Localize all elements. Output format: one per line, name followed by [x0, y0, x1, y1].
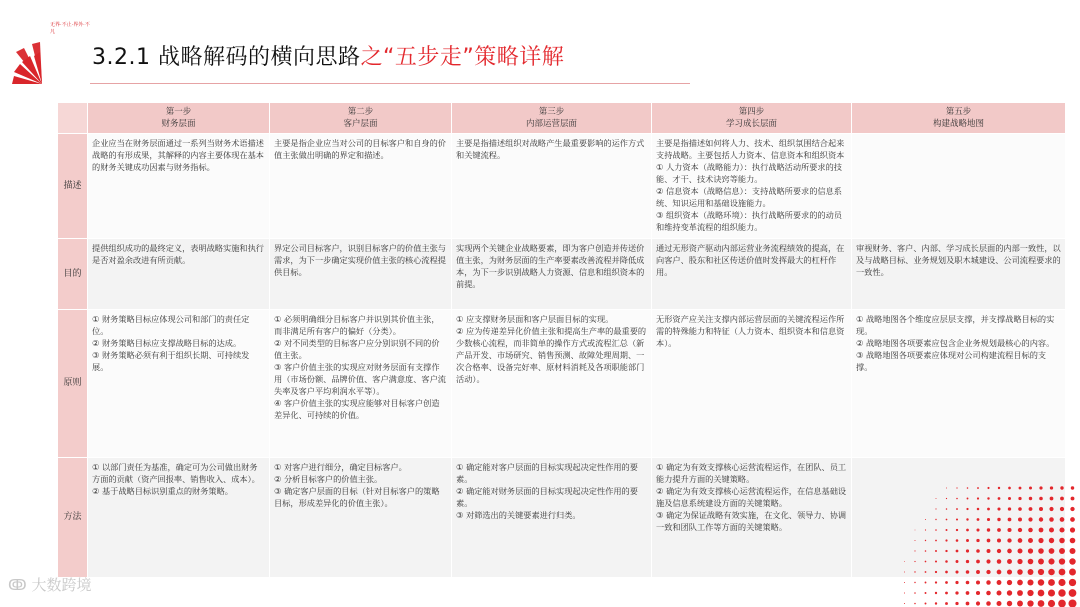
halftone-dots-decoration [842, 480, 1080, 607]
decor-dot [1028, 559, 1034, 565]
decor-dot [945, 592, 948, 595]
decor-dot [1018, 549, 1023, 554]
decor-dot [1007, 590, 1012, 595]
decor-dot [966, 518, 968, 520]
decor-dot [1069, 558, 1075, 564]
decor-dot [1017, 590, 1023, 596]
decor-dot [1039, 497, 1043, 501]
decor-dot [1068, 599, 1076, 607]
decor-dot [1070, 527, 1075, 532]
decor-dot [1028, 538, 1033, 543]
decor-dot [977, 487, 979, 489]
decor-dot [925, 550, 927, 552]
decor-dot [997, 591, 1002, 596]
cell-text: ② 应为传递差异化价值主张和提高生产率的最重要的少数核心流程，而非简单的操作方式或流程汇总（新产品开发、市场研究、销售预测、故障处理周期、一次合格率、设备完好率、原材料消耗及各项职能部门活动）。 [456, 326, 647, 385]
table-header-row [58, 103, 1066, 134]
decor-dot [996, 601, 1001, 606]
cell-text: ② 对不同类型的目标客户应分别识别不同的价值主张。 [274, 338, 440, 361]
cell-text: 无形资产应关注支撑内部运营层面的关键流程运作所需的特殊能力和特征（人力资本、组织资本和信息资本）。 [656, 314, 845, 349]
cell-text: ① 应支撑财务层面和客户层面目标的实现。 [456, 314, 614, 325]
decor-dot [1058, 589, 1065, 596]
table-cell [88, 310, 270, 458]
decor-dot [1038, 538, 1043, 543]
decor-dot [935, 560, 937, 562]
decor-dot [956, 487, 957, 488]
table-cell [88, 134, 270, 239]
decor-dot [936, 498, 937, 499]
decor-dot [986, 601, 991, 606]
table-row [58, 238, 1066, 309]
decor-dot [976, 570, 980, 574]
decor-dot [977, 497, 979, 499]
decor-dot [986, 580, 990, 584]
table-cell [652, 134, 852, 239]
decor-dot [1029, 507, 1033, 511]
decor-dot [956, 518, 958, 520]
decor-dot [987, 549, 991, 553]
row-header: 目的 [58, 238, 88, 309]
decor-dot [1027, 600, 1033, 606]
decor-dot [935, 571, 937, 573]
decor-dot [966, 602, 970, 606]
decor-dot [956, 539, 959, 542]
table-cell [88, 457, 270, 577]
cell-text: 通过无形资产驱动内部运营业务流程绩效的提高，在向客户、股东和社区传送价值时发挥最大的杠杆作用。 [656, 242, 845, 277]
decor-dot [1027, 590, 1033, 596]
decor-dot [1048, 589, 1055, 596]
decor-dot [1070, 538, 1076, 544]
decor-dot [1018, 497, 1021, 500]
decor-dot [1059, 548, 1065, 554]
decor-dot [976, 601, 980, 605]
decor-dot [935, 602, 937, 604]
table-row [58, 134, 1066, 239]
cell-text: ① 必须明确细分目标客户并识别其价值主张，而非满足所有客户的偏好（分类）。 [274, 314, 440, 337]
decor-dot [1007, 569, 1012, 574]
decor-dot [1049, 528, 1054, 533]
decor-dot [945, 550, 947, 552]
decor-dot [1039, 486, 1042, 489]
decor-dot [987, 497, 989, 499]
decor-dot [1007, 601, 1012, 606]
decor-dot [1059, 569, 1066, 576]
cell-text: ① 对客户进行细分，确定目标客户。 [274, 461, 407, 472]
decor-dot [945, 581, 948, 584]
table-cell [270, 310, 452, 458]
decor-dot [987, 518, 990, 521]
decor-dot [1038, 559, 1044, 565]
cell-text: ② 确定为有效支撑核心运营流程运作，在信息基础设施及信息系统建设方面的关键策略。 [656, 485, 847, 508]
cell-text: ② 确定能对财务层面的目标实现起决定性作用的要素。 [456, 485, 638, 508]
decor-dot [914, 603, 916, 605]
decor-dot [1060, 486, 1063, 489]
table-cell [270, 134, 452, 239]
decor-dot [955, 581, 958, 584]
decor-dot [914, 571, 915, 572]
watermark-icon: ↂ [8, 576, 27, 594]
decor-dot [1059, 538, 1065, 544]
table-cell [652, 457, 852, 577]
decor-dot [904, 582, 905, 583]
decor-dot [1018, 518, 1022, 522]
table-cell [452, 310, 652, 458]
decor-dot [977, 508, 980, 511]
decor-dot [945, 560, 948, 563]
column-header: 第一步 财务层面 [88, 103, 270, 134]
decor-dot [1028, 569, 1034, 575]
decor-dot [987, 487, 989, 489]
decor-dot [997, 518, 1000, 521]
decor-dot [1071, 486, 1074, 489]
cell-text: 实现两个关键企业战略要素，即为客户创造并传送价值主张，为财务层面的生产率要素改善流程并降低成本，为下一步识别战略人力资源、信息和组织资本的前提。 [456, 242, 645, 289]
decor-dot [945, 571, 948, 574]
decor-dot [986, 591, 991, 596]
decor-dot [955, 602, 958, 605]
decor-dot [1060, 507, 1064, 511]
table-cell [452, 134, 652, 239]
decor-dot [1007, 549, 1012, 554]
decor-dot [914, 582, 915, 583]
decor-dot [1008, 487, 1011, 490]
decor-dot [1050, 497, 1054, 501]
decor-dot [946, 498, 947, 499]
decor-dot [976, 549, 980, 553]
decor-dot [1070, 517, 1075, 522]
decor-dot [1050, 486, 1053, 489]
decor-dot [1048, 558, 1054, 564]
decor-dot [1018, 507, 1022, 511]
decor-dot [914, 561, 915, 562]
decor-dot [955, 570, 958, 573]
decor-dot [998, 487, 1000, 489]
cell-text: 主要是指描述如何将人力、技术、组织氛围结合起来支持战略。主要包括人力资本、信息资本和组织资本 [656, 138, 845, 160]
decor-dot [966, 570, 970, 574]
decor-dot [976, 591, 980, 595]
cell-text: ② 财务策略目标应支撑战略目标的达成。 [92, 338, 242, 349]
decor-dot [966, 529, 969, 532]
decor-dot [904, 603, 905, 604]
decor-dot [1018, 538, 1023, 543]
column-header: 第三步 内部运营层面 [452, 103, 652, 134]
decor-dot [967, 487, 969, 489]
decor-dot [1048, 600, 1055, 607]
decor-dot [1019, 487, 1022, 490]
decor-dot [1008, 497, 1011, 500]
row-header: 描述 [58, 134, 88, 239]
column-header: 第四步 学习成长层面 [652, 103, 852, 134]
table-cell [452, 457, 652, 577]
decor-dot [1027, 579, 1033, 585]
decor-dot [998, 497, 1001, 500]
decor-dot [1049, 548, 1055, 554]
decor-dot [987, 539, 991, 543]
decor-dot [914, 550, 915, 551]
decor-dot [967, 498, 969, 500]
decor-dot [1007, 559, 1012, 564]
decor-dot [997, 507, 1000, 510]
cell-text: 提供组织成功的最终定义，表明战略实施和执行是否对盈余改进有所贡献。 [92, 242, 264, 265]
column-header: 第五步 构建战略地图 [852, 103, 1066, 134]
decor-dot [956, 529, 958, 531]
decor-dot [1017, 559, 1022, 564]
decor-dot [987, 508, 990, 511]
table-cell [852, 310, 1066, 458]
decor-dot [1038, 600, 1045, 607]
decor-dot [997, 559, 1002, 564]
title-prefix: 3.2.1 战略解码的横向思路 [92, 45, 361, 70]
cell-text: ③ 对筛选出的关键要素进行归类。 [456, 509, 581, 520]
cell-text: ② 信息资本（战略信息）：支持战略所要求的信息系统、知识运用和基础设施能力。 [656, 186, 842, 208]
decor-dot [997, 538, 1001, 542]
decor-dot [935, 581, 937, 583]
cell-text: ③ 战略地图各项要素应体现对公司构建流程目标的支撑。 [856, 350, 1047, 373]
cell-text: 界定公司目标客户，识别目标客户的价值主张与需求，为下一步确定实现价值主张的核心流程提供目标。 [274, 242, 446, 277]
decor-dot [1049, 538, 1054, 543]
table-cell [852, 134, 1066, 239]
decor-dot [1069, 548, 1075, 554]
decor-dot [997, 580, 1002, 585]
decor-dot [904, 592, 905, 593]
decor-dot [1059, 558, 1065, 564]
cell-text: ③ 确定客户层面的目标（针对目标客户的策略目标，形成差异化的价值主张）。 [274, 485, 440, 508]
cell-text: ③ 组织资本（战略环境）：执行战略所要求的的动员和维持变革流程的组织能力。 [656, 210, 842, 232]
decor-dot [986, 559, 990, 563]
decor-dot [966, 560, 969, 563]
cell-text: 审视财务、客户、内部、学习成长层面的内部一致性，以及与战略目标、业务规划及职木城建设、公司流程要求的一致性。 [856, 242, 1061, 277]
decor-dot [1038, 590, 1045, 597]
row-header: 方法 [58, 457, 88, 577]
decor-dot [925, 592, 927, 594]
decor-dot [1039, 528, 1044, 533]
table-row [58, 310, 1066, 458]
decor-dot [956, 508, 958, 510]
decor-dot [1029, 497, 1032, 500]
decor-dot [1028, 528, 1033, 533]
cell-text: 主要是指企业应当对公司的目标客户和自身的价值主张做出明确的界定和描述。 [274, 138, 446, 160]
cell-text: ① 战略地图各个维度应层层支撑，并支撑战略目标的实现。 [856, 314, 1055, 337]
decor-dot [1060, 517, 1065, 522]
cell-text: ② 基于战略目标识别重点的财务策略。 [92, 485, 233, 496]
decor-dot [1017, 580, 1023, 586]
decor-dot [1049, 507, 1053, 511]
decor-dot [925, 529, 926, 530]
decor-dot [925, 519, 926, 520]
decor-dot [904, 561, 905, 562]
table-cell [270, 457, 452, 577]
watermark [8, 574, 91, 595]
decor-dot [1018, 528, 1022, 532]
decor-dot [935, 540, 937, 542]
table-cell [652, 238, 852, 309]
decor-dot [935, 519, 936, 520]
cell-text: ① 确定能对客户层面的目标实现起决定性作用的要素。 [456, 461, 638, 484]
column-header: 第二步 客户层面 [270, 103, 452, 134]
decor-dot [1007, 538, 1011, 542]
decor-dot [1017, 569, 1023, 575]
decor-dot [1069, 569, 1076, 576]
table-cell [270, 238, 452, 309]
cell-text: ③ 客户价值主张的实现应对财务层面有支撑作用（市场份额、品牌价值、客户满意度、客户流失率及客户平均利润水平等）。 [274, 362, 446, 397]
decor-dot [955, 591, 958, 594]
decor-dot [935, 592, 937, 594]
decor-dot [997, 549, 1001, 553]
decor-dot [956, 560, 959, 563]
decor-dot [1058, 579, 1065, 586]
logo-slogan: 无界·不止·界外·不凡 [50, 22, 90, 35]
decor-dot [1049, 517, 1054, 522]
row-header: 原则 [58, 310, 88, 458]
cell-text: ④ 客户价值主张的实现应能够对目标客户创造差异化、可持续的价值。 [274, 398, 440, 421]
decor-dot [1017, 601, 1023, 607]
decor-dot [1008, 507, 1011, 510]
cell-text: ① 确定为有效支撑核心运营流程运作，在团队、员工能力提升方面的关键策略。 [656, 461, 847, 484]
decor-dot [1039, 517, 1043, 521]
decor-dot [904, 572, 905, 573]
decor-dot [935, 508, 936, 509]
decor-dot [925, 561, 927, 563]
decor-dot [966, 508, 968, 510]
cell-text: ① 人力资本（战略能力）：执行战略活动所要求的技能、才干、技术诀窍等能力。 [656, 162, 842, 184]
decor-dot [1008, 518, 1012, 522]
cell-text: ① 财务策略目标应体现公司和部门的责任定位。 [92, 314, 250, 337]
decor-dot [1038, 548, 1044, 554]
cell-text: ① 以部门责任为基准，确定可为公司做出财务方面的贡献（资产回报率、销售收入、成本）。 [92, 461, 260, 484]
decor-dot [997, 528, 1001, 532]
decor-dot [925, 571, 927, 573]
decor-dot [1038, 579, 1044, 585]
decor-dot [997, 570, 1002, 575]
table-cell [652, 310, 852, 458]
cell-text: 主要是指描述组织对战略产生最重要影响的运作方式和关键流程。 [456, 138, 645, 160]
table-cell [852, 238, 1066, 309]
watermark-text: 大数跨境 [31, 576, 92, 594]
decor-dot [1028, 517, 1032, 521]
decor-dot [914, 592, 916, 594]
decor-dot [1039, 507, 1043, 511]
decor-dot [987, 528, 990, 531]
decor-dot [966, 581, 970, 585]
decor-dot [956, 498, 958, 500]
decor-dot [966, 539, 969, 542]
decor-dot [1060, 497, 1064, 501]
decor-dot [966, 549, 969, 552]
decor-dot [1038, 569, 1044, 575]
decor-dot [976, 539, 979, 542]
decor-dot [1048, 569, 1055, 576]
cell-text: ③ 确定为保证战略有效实施，在文化、领导力、协调一致和团队工作等方面的关键策略。 [656, 509, 847, 532]
decor-dot [945, 539, 947, 541]
decor-dot [1028, 548, 1033, 553]
cell-text: ② 战略地图各项要素应包含企业务规划最核心的内容。 [856, 338, 1055, 349]
table-corner [58, 103, 88, 134]
decor-dot [1007, 528, 1011, 532]
decor-dot [976, 580, 980, 584]
decor-dot [1007, 580, 1012, 585]
decor-dot [925, 603, 927, 605]
table-cell [88, 238, 270, 309]
title-divider [90, 83, 690, 84]
decor-dot [1069, 589, 1077, 597]
decor-dot [1059, 527, 1064, 532]
title-accent: 之“五步走”策略详解 [360, 45, 565, 70]
cell-text: ② 分析目标客户的价值主张。 [274, 473, 383, 484]
decor-dot [915, 540, 916, 541]
decor-dot [935, 529, 937, 531]
decor-dot [945, 602, 948, 605]
decor-dot [1029, 486, 1032, 489]
table-cell [452, 238, 652, 309]
decor-dot [1071, 497, 1075, 501]
decor-dot [925, 540, 926, 541]
decor-dot [966, 591, 970, 595]
decor-dot [977, 518, 980, 521]
decor-dot [976, 528, 979, 531]
decor-dot [946, 508, 948, 510]
decor-dot [915, 530, 916, 531]
decor-dot [1069, 579, 1076, 586]
decor-dot [986, 570, 990, 574]
decor-dot [1070, 507, 1074, 511]
decor-dot [935, 550, 937, 552]
decor-dot [925, 582, 927, 584]
decor-dot [1058, 600, 1066, 607]
cell-text: ③ 财务策略必须有利于组织长期、可持续发展。 [92, 350, 250, 373]
decor-dot [976, 560, 980, 564]
decor-dot [956, 550, 959, 553]
decor-dot [946, 529, 948, 531]
page-title [92, 40, 564, 71]
decor-dot [946, 519, 948, 521]
decor-dot [1048, 579, 1055, 586]
cell-text: 企业应当在财务层面通过一系列当财务术语描述战略的有形成果，其解释的内容主要体现在基本的财务关键成功因素与财务指标。 [92, 138, 264, 172]
decor-dot [946, 488, 947, 489]
